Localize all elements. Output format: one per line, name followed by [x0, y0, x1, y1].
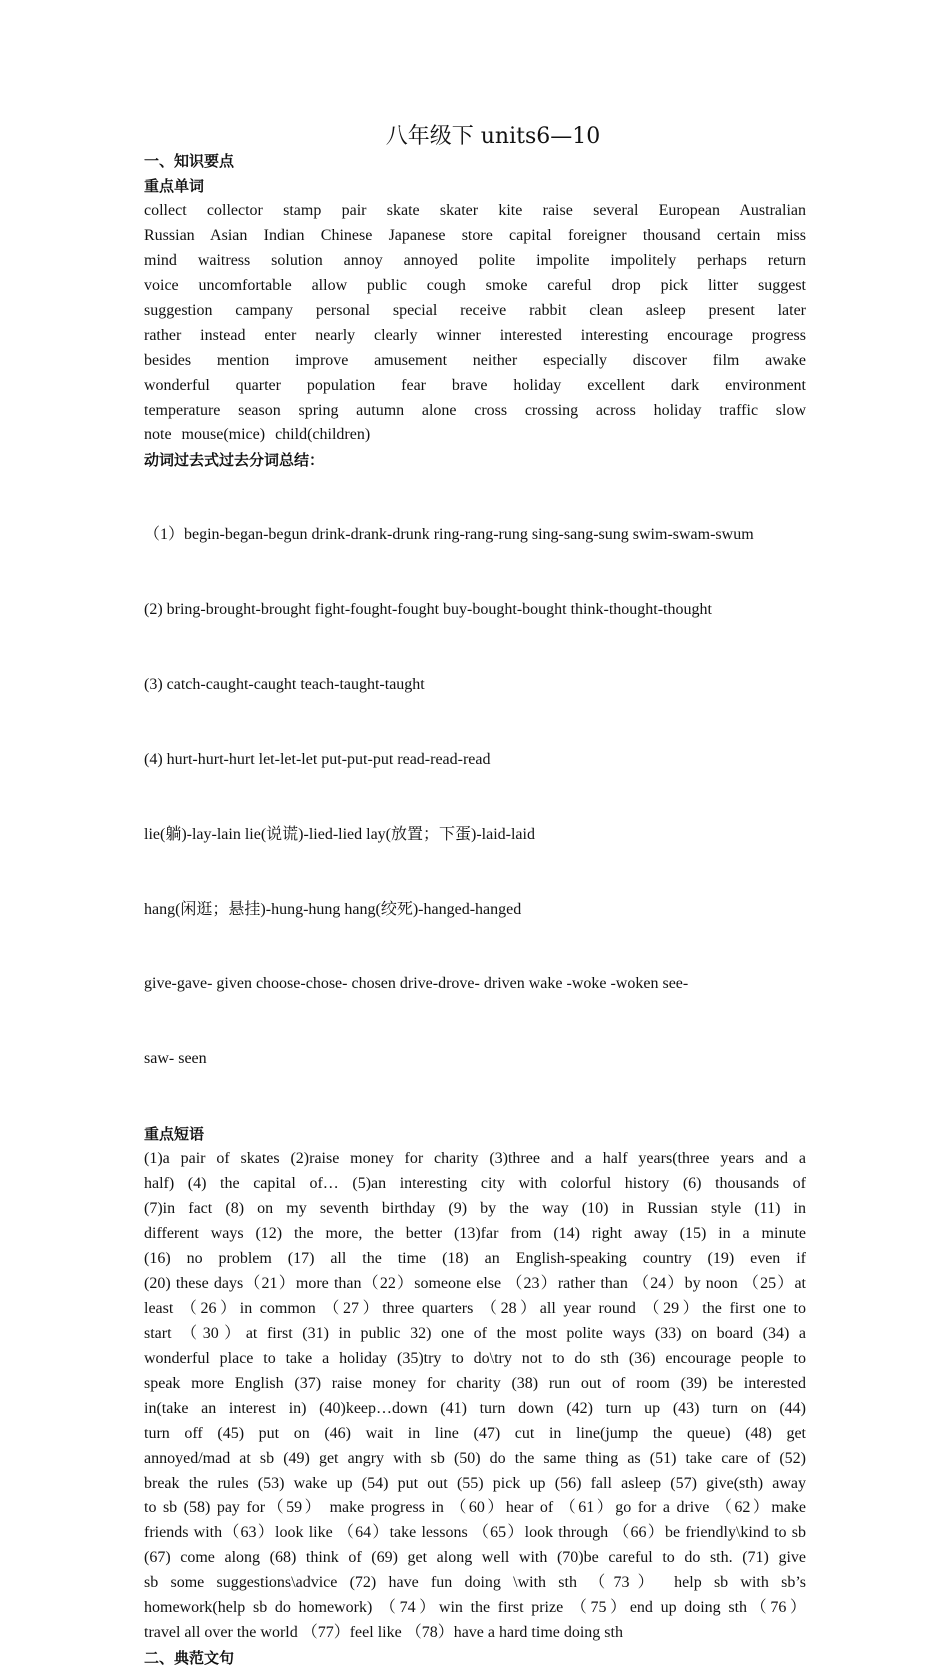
vocabulary-list [144, 199, 806, 449]
phrase-line: homework(help sb do homework) （74）win the first prize （75）end up doing sth（76） [144, 1599, 806, 1617]
subheading-key-phrases: 重点短语 [144, 1125, 205, 1144]
document-body [144, 149, 806, 1671]
vocab-line: collect collector stamp pair skate skater kite raise several European Australian [144, 201, 806, 219]
verb-line: (3) catch-caught-caught teach-taught-taught [144, 676, 425, 694]
phrase-line: least （26）in common （27）three quarters （28）all year round （29）the first one to [144, 1299, 806, 1317]
verb-line: saw- seen [144, 1050, 207, 1068]
vocab-line: rather instead enter nearly clearly winner interested interesting encourage progress [144, 326, 806, 344]
phrase-line: half) (4) the capital of… (5)an interesting city with colorful history (6) thousands of [144, 1175, 806, 1193]
verb-forms-list [144, 473, 806, 1122]
vocab-line: suggestion campany personal special receive rabbit clean asleep present later [144, 301, 806, 319]
phrase-line: in(take an interest in) (40)keep…down (41) turn down (42) turn up (43) turn on (44) [144, 1399, 806, 1417]
subheading-verb-forms: 动词过去式过去分词总结： [144, 451, 325, 470]
verb-line: （1）begin-began-begun drink-drank-drunk ring-rang-rung sing-sang-sung swim-swam-swum [144, 526, 754, 544]
phrases-list [144, 1147, 806, 1646]
phrase-line: start （30）at first (31) in public 32) one of the most polite ways (33) on board (34) a [144, 1324, 806, 1342]
phrase-line: to sb (58) pay for（59） make progress in （60）hear of （61）go for a drive （62）make [144, 1499, 806, 1517]
phrase-line: (7)in fact (8) on my seventh birthday (9) by the way (10) in Russian style (11) in [144, 1200, 806, 1218]
vocab-line: mind waitress solution annoy annoyed polite impolite impolitely perhaps return [144, 251, 806, 269]
verb-line: (2) bring-brought-brought fight-fought-fought buy-bought-bought think-thought-thought [144, 601, 712, 619]
phrase-line: (67) come along (68) think of (69) get along well with (70)be careful to do sth. (71) give [144, 1549, 806, 1567]
document-title: 八年级下 units6—10 [385, 124, 601, 149]
phrase-line: (20) these days（21）more than（22）someone else （23）rather than （24）by noon （25）at [144, 1274, 806, 1292]
section-heading-knowledge: 一、知识要点 [144, 152, 235, 170]
phrase-line: friends with（63）look like （64）take lessons （65）look through （66）be friendly\kind to sb [144, 1524, 806, 1542]
phrase-line: annoyed/mad at sb (49) get angry with sb (50) do the same thing as (51) take care of (52) [144, 1449, 806, 1467]
phrase-line: travel all over the world （77）feel like （78）have a hard time doing sth [144, 1624, 623, 1642]
verb-line: give-gave- given choose-chose- chosen drive-drove- driven wake -woke -woken see- [144, 975, 689, 993]
phrase-line: wonderful place to take a holiday (35)try to do\try not to do sth (36) encourage people to [144, 1349, 806, 1367]
vocab-line: temperature season spring autumn alone cross crossing across holiday traffic slow [144, 401, 806, 419]
phrase-line: turn off (45) put on (46) wait in line (47) cut in line(jump the queue) (48) get [144, 1424, 806, 1442]
section-heading-model-sentences: 二、典范文句 [144, 1649, 235, 1668]
subheading-vocabulary: 重点单词 [144, 176, 205, 195]
phrase-line: (16) no problem (17) all the time (18) an English-speaking country (19) even if [144, 1249, 806, 1267]
vocab-line: note mouse(mice) child(children) [144, 426, 371, 444]
verb-line: lie(躺)-lay-lain lie(说谎)-lied-lied lay(放置；下蛋)-laid-laid [144, 825, 535, 843]
phrase-line: speak more English (37) raise money for charity (38) run out of room (39) be interested [144, 1374, 806, 1392]
verb-line: (4) hurt-hurt-hurt let-let-let put-put-put read-read-read [144, 750, 491, 768]
phrase-line: sb some suggestions\advice (72) have fun doing \with sth （73） help sb with sb’s [144, 1574, 806, 1592]
vocab-line: besides mention improve amusement neither especially discover film awake [144, 351, 806, 369]
vocab-line: wonderful quarter population fear brave holiday excellent dark environment [144, 376, 806, 394]
phrase-line: break the rules (53) wake up (54) put out (55) pick up (56) fall asleep (57) give(sth) away [144, 1474, 806, 1492]
vocab-line: Russian Asian Indian Chinese Japanese store capital foreigner thousand certain miss [144, 226, 806, 244]
phrase-line: (1)a pair of skates (2)raise money for charity (3)three and a half years(three years and a [144, 1150, 806, 1168]
verb-line: hang(闲逛；悬挂)-hung-hung hang(绞死)-hanged-hanged [144, 900, 522, 918]
vocab-line: voice uncomfortable allow public cough smoke careful drop pick litter suggest [144, 276, 806, 294]
phrase-line: different ways (12) the more, the better (13)far from (14) right away (15) in a minute [144, 1224, 806, 1242]
